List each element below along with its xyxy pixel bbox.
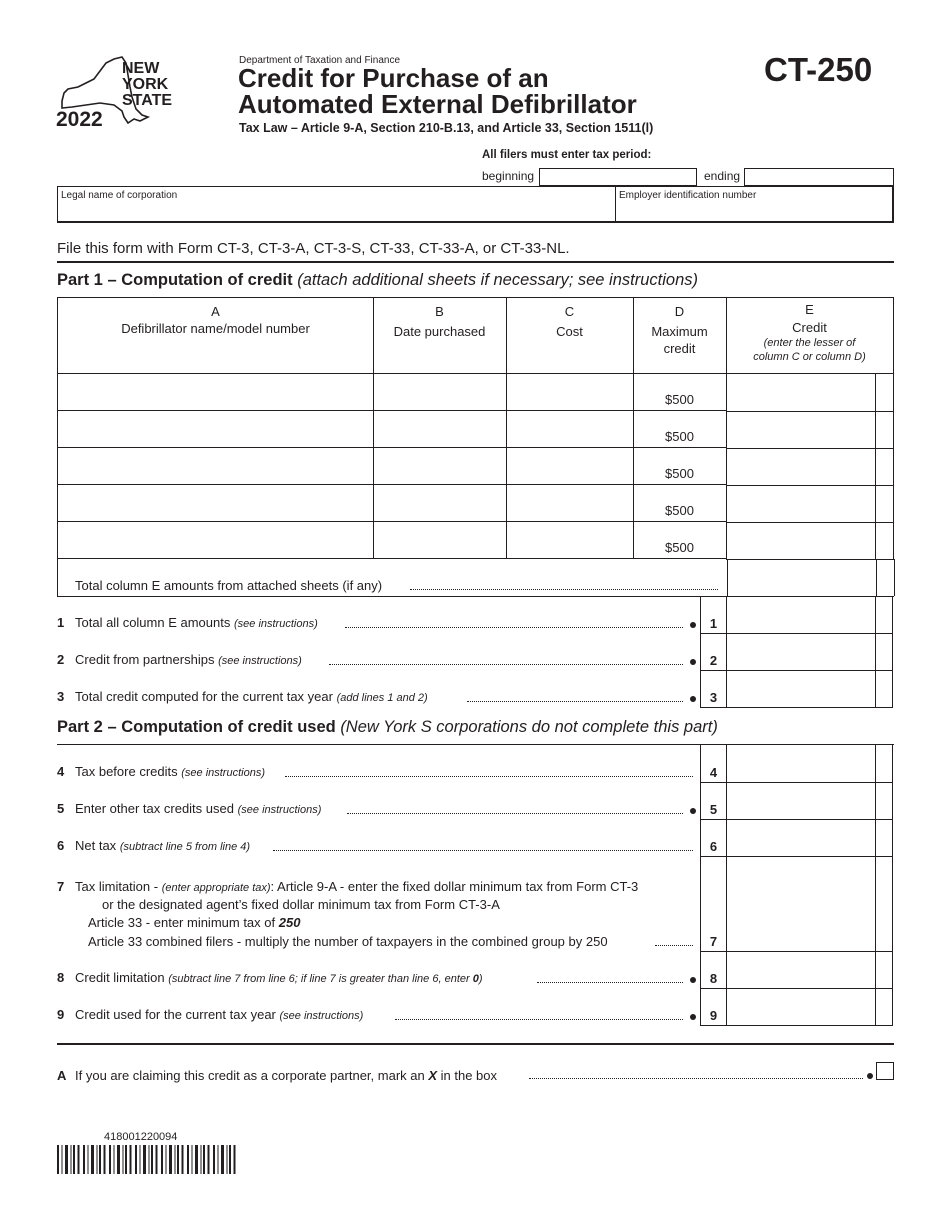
form-title-line1: Credit for Purchase of an [238, 63, 549, 93]
line-a-letter: A [57, 1068, 67, 1083]
line-1-leader [345, 627, 683, 628]
line-2-cents-input[interactable] [876, 634, 893, 671]
line-3-box-number: 3 [700, 671, 727, 708]
line-6-text: Net tax [75, 838, 117, 853]
column-header-b [373, 297, 507, 374]
barcode-bar [143, 1145, 146, 1174]
corporation-name-label: Legal name of corporation [61, 190, 178, 201]
line-7-text-d: Article 33 combined filers - multiply the number of taxpayers in the combined group by 250 [88, 934, 608, 949]
line-8-number: 8 [57, 970, 65, 985]
line-5-number: 5 [57, 801, 65, 816]
line-8-note [168, 973, 482, 985]
line-8-cents-input[interactable] [876, 952, 893, 989]
date-purchased-input[interactable] [373, 522, 507, 559]
maximum-credit-value: $500 [665, 429, 694, 444]
line-7-article-9a: : Article 9-A - enter the fixed dollar minimum tax from Form CT-3 [270, 879, 639, 894]
line-6-leader [273, 850, 693, 851]
credit-table [57, 297, 894, 597]
line-8-box-number: 8 [700, 952, 727, 989]
line-1-label [75, 615, 318, 630]
barcode-bar [161, 1145, 163, 1174]
line-2-box-number: 2 [700, 634, 727, 671]
line-a-text-pre: If you are claiming this credit as a corporate partner, mark an [75, 1068, 425, 1083]
maximum-credit-value: $500 [665, 466, 694, 481]
barcode-bar [114, 1145, 115, 1174]
line-3-cents-input[interactable] [876, 671, 893, 708]
column-c-label: Cost [556, 324, 583, 339]
barcode-bar [177, 1145, 179, 1174]
barcode-bar [169, 1145, 172, 1174]
barcode-bar [149, 1145, 150, 1174]
line-7-cents-input[interactable] [876, 857, 893, 952]
line-6-amount-input[interactable] [727, 820, 876, 857]
line-2-text: Credit from partnerships [75, 652, 215, 667]
barcode-bar [156, 1145, 158, 1174]
line-7-label: Tax limitation - [75, 879, 159, 894]
credit-input[interactable] [726, 411, 876, 449]
line-a-row [57, 1060, 897, 1084]
line-1-box-number: 1 [700, 597, 727, 634]
divider [57, 1043, 894, 1045]
line-4-leader [285, 776, 693, 777]
cost-input[interactable] [506, 411, 634, 448]
line-2-row [57, 634, 893, 671]
credit-input[interactable] [726, 448, 876, 486]
column-e-letter: E [805, 302, 814, 317]
credit-cents-input[interactable] [875, 411, 894, 449]
date-purchased-input[interactable] [373, 411, 507, 448]
logo-text-new: NEW [122, 60, 160, 77]
barcode-bar [151, 1145, 153, 1174]
barcode-bar [218, 1145, 219, 1174]
credit-cents-input[interactable] [875, 374, 894, 412]
maximum-credit-cell [633, 522, 727, 559]
column-b-letter: B [435, 304, 444, 319]
form-title-line2: Automated External Defibrillator [238, 89, 637, 119]
line-2-label [75, 652, 302, 667]
logo-text-york: YORK [122, 76, 169, 93]
part2-title: Part 2 – Computation of credit used [57, 718, 336, 736]
attached-sheets-cents[interactable] [876, 559, 895, 596]
line-a-label [75, 1068, 497, 1083]
divider [57, 261, 894, 263]
line-1-row [57, 597, 893, 634]
line-2-leader [329, 664, 683, 665]
credit-input[interactable] [726, 374, 876, 412]
barcode-bar [73, 1145, 75, 1174]
part1-title: Part 1 – Computation of credit [57, 271, 293, 289]
barcode-bar [83, 1145, 85, 1174]
line-3-bullet [690, 696, 696, 702]
barcode-bar [213, 1145, 215, 1174]
line-1-text: Total all column E amounts [75, 615, 231, 630]
barcode-bar [175, 1145, 176, 1174]
line-3-label [75, 689, 428, 704]
logo-text-state: STATE [122, 92, 173, 109]
line-7-text-b: or the designated agent’s fixed dollar minimum tax from Form CT-3-A [102, 897, 500, 912]
ein-field[interactable] [616, 187, 891, 221]
file-with-instructions: File this form with Form CT-3, CT-3-A, CT-3-S, CT-33, CT-33-A, or CT-33-NL. [57, 240, 570, 257]
line-5-bullet [690, 808, 696, 814]
line-7-text-a [75, 879, 638, 894]
barcode-bar [57, 1145, 59, 1174]
line-8-text: Credit limitation [75, 970, 165, 985]
column-header-c [506, 297, 634, 374]
barcode-bar [140, 1145, 141, 1174]
barcode-bar [166, 1145, 167, 1174]
barcode-bar [71, 1145, 72, 1174]
line-7-box-number: 7 [700, 857, 727, 952]
line-9-label [75, 1007, 363, 1022]
line-a-text-post: in the box [440, 1068, 498, 1083]
barcode-bar [203, 1145, 205, 1174]
attached-sheets-label: Total column E amounts from attached sheets (if any) [75, 578, 383, 593]
attached-sheets-leader [410, 589, 718, 590]
line-6-row [57, 820, 893, 857]
defibrillator-name-input[interactable] [57, 448, 374, 485]
barcode-bar [234, 1145, 236, 1174]
line-7-text-c [88, 915, 300, 930]
line-8-note-end: ) [478, 973, 483, 985]
line-5-label [75, 801, 321, 816]
part2-heading [57, 718, 718, 737]
column-c-letter: C [564, 304, 575, 319]
barcode-bar [125, 1145, 127, 1174]
cost-input[interactable] [506, 448, 634, 485]
beginning-date-input[interactable] [539, 168, 697, 186]
part1-heading [57, 271, 698, 290]
barcode-bar [91, 1145, 94, 1174]
ein-label: Employer identification number [619, 190, 757, 201]
line-5-amount-input[interactable] [727, 783, 876, 820]
line-8-row [57, 952, 893, 989]
corporation-name-field[interactable] [58, 187, 616, 221]
line-4-note: (see instructions) [181, 767, 265, 779]
line-1-cents-input[interactable] [876, 597, 893, 634]
line-3-leader [467, 701, 683, 702]
line-5-cents-input[interactable] [876, 783, 893, 820]
maximum-credit-cell [633, 448, 727, 485]
cost-input[interactable] [506, 485, 634, 522]
barcode-number: 418001220094 [104, 1131, 178, 1143]
line-2-bullet [690, 659, 696, 665]
line-7-min-tax: 250 [278, 915, 301, 930]
credit-cents-input[interactable] [875, 448, 894, 486]
taxpayer-info-box [57, 186, 894, 223]
line-7-leader [655, 945, 693, 946]
beginning-label: beginning [482, 169, 535, 183]
tax-law-reference: Tax Law – Article 9-A, Section 210-B.13, and Article 33, Section 1511(l) [239, 121, 654, 135]
part1-subtitle: (attach additional sheets if necessary; see instructions) [297, 271, 698, 289]
barcode-bar [208, 1145, 210, 1174]
barcode-bar [88, 1145, 89, 1174]
ending-label: ending [704, 169, 741, 183]
maximum-credit-cell [633, 411, 727, 448]
line-2-number: 2 [57, 652, 65, 667]
line-a-bullet [867, 1073, 873, 1079]
cost-input[interactable] [506, 374, 634, 411]
attached-sheets-row [57, 559, 894, 597]
column-a-label: Defibrillator name/model number [121, 321, 310, 336]
line-9-leader [395, 1019, 683, 1020]
line-5-leader [347, 813, 683, 814]
barcode-bar [117, 1145, 120, 1174]
line-1-bullet [690, 622, 696, 628]
barcode-bar [135, 1145, 137, 1174]
corporate-partner-checkbox[interactable] [876, 1062, 894, 1080]
line-3-row [57, 671, 893, 708]
barcode-bar [192, 1145, 193, 1174]
line-9-bullet [690, 1014, 696, 1020]
barcode-bar [65, 1145, 68, 1174]
column-d-label: Maximum credit [651, 324, 708, 356]
line-6-cents-input[interactable] [876, 820, 893, 857]
credit-cents-input[interactable] [875, 522, 894, 560]
credit-cents-input[interactable] [875, 485, 894, 523]
barcode-bar [182, 1145, 184, 1174]
line-1-number: 1 [57, 615, 65, 630]
column-e-label: Credit [792, 320, 827, 335]
cost-input[interactable] [506, 522, 634, 559]
date-purchased-input[interactable] [373, 374, 507, 411]
column-a-letter: A [211, 304, 220, 319]
line-4-box-number: 4 [700, 745, 727, 783]
barcode-bar [229, 1145, 231, 1174]
barcode-bar [97, 1145, 98, 1174]
defibrillator-name-input[interactable] [57, 485, 374, 522]
line-1-note: (see instructions) [233, 618, 318, 630]
tax-period-label: All filers must enter tax period: [482, 149, 652, 161]
barcode [57, 1145, 239, 1174]
form-number: CT-250 [764, 51, 873, 88]
line-9-cents-input[interactable] [876, 989, 893, 1026]
line-a-leader [529, 1078, 863, 1079]
ending-date-input[interactable] [744, 168, 894, 186]
line-8-bullet [690, 977, 696, 983]
barcode-bar [201, 1145, 202, 1174]
column-b-label: Date purchased [393, 324, 486, 339]
form-year: 2022 [56, 108, 103, 131]
column-d-letter: D [674, 304, 685, 319]
defibrillator-name-input[interactable] [57, 411, 374, 448]
line-4-cents-input[interactable] [876, 745, 893, 783]
line-4-amount-input[interactable] [727, 745, 876, 783]
line-7-note: (enter appropriate tax) [161, 882, 271, 894]
column-e-note: (enter the lesser of column C or column D) [753, 337, 866, 363]
defibrillator-name-input[interactable] [57, 522, 374, 559]
line-7-number: 7 [57, 879, 65, 894]
line-7-row [57, 857, 893, 952]
line-7-article-33: Article 33 - enter minimum tax of [88, 915, 276, 930]
credit-input[interactable] [726, 485, 876, 523]
line-8-label [75, 970, 483, 985]
attached-sheets-amount-input[interactable] [727, 559, 877, 596]
line-9-box-number: 9 [700, 989, 727, 1026]
maximum-credit-cell [633, 485, 727, 522]
line-9-amount-input[interactable] [727, 989, 876, 1026]
barcode-bar [195, 1145, 198, 1174]
barcode-bar [123, 1145, 124, 1174]
line-3-amount-input[interactable] [727, 671, 876, 708]
column-header-e [726, 297, 894, 374]
maximum-credit-value: $500 [665, 503, 694, 518]
line-6-box-number: 6 [700, 820, 727, 857]
line-4-number: 4 [57, 764, 65, 779]
column-header-a [57, 297, 374, 374]
barcode-bar [221, 1145, 224, 1174]
barcode-bar [78, 1145, 80, 1174]
line-5-row [57, 783, 893, 820]
barcode-bar [62, 1145, 63, 1174]
line-3-note: (add lines 1 and 2) [336, 692, 428, 704]
line-6-note: (subtract line 5 from line 4) [119, 841, 251, 853]
line-8-amount-input[interactable] [727, 952, 876, 989]
line-6-label [75, 838, 250, 853]
column-header-d [633, 297, 727, 374]
barcode-bar [187, 1145, 189, 1174]
line-5-note: (see instructions) [237, 804, 322, 816]
defibrillator-name-input[interactable] [57, 374, 374, 411]
line-9-text: Credit used for the current tax year [75, 1007, 276, 1022]
date-purchased-input[interactable] [373, 485, 507, 522]
line-2-amount-input[interactable] [727, 634, 876, 671]
nys-logo [56, 53, 181, 133]
line-5-box-number: 5 [700, 783, 727, 820]
maximum-credit-value: $500 [665, 392, 694, 407]
part2-subtitle: (New York S corporations do not complete this part) [340, 718, 718, 736]
line-8-leader [537, 982, 683, 983]
barcode-bar [99, 1145, 101, 1174]
line-1-amount-input[interactable] [727, 597, 876, 634]
line-2-note: (see instructions) [218, 655, 302, 667]
line-3-text: Total credit computed for the current tax year [75, 689, 333, 704]
line-a-x: X [428, 1068, 438, 1083]
line-4-row [57, 745, 893, 783]
maximum-credit-value: $500 [665, 540, 694, 555]
barcode-bar [227, 1145, 228, 1174]
line-6-number: 6 [57, 838, 65, 853]
department-name: Department of Taxation and Finance [239, 55, 401, 66]
line-3-number: 3 [57, 689, 65, 704]
line-4-label [75, 764, 265, 779]
barcode-bar [104, 1145, 106, 1174]
date-purchased-input[interactable] [373, 448, 507, 485]
maximum-credit-cell [633, 374, 727, 411]
line-5-text: Enter other tax credits used [75, 801, 234, 816]
line-9-note: (see instructions) [279, 1010, 364, 1022]
credit-input[interactable] [726, 522, 876, 560]
line-9-number: 9 [57, 1007, 65, 1022]
barcode-bar [109, 1145, 111, 1174]
barcode-bar [130, 1145, 132, 1174]
line-9-row [57, 989, 893, 1026]
line-4-text: Tax before credits [75, 764, 178, 779]
line-7-amount-input[interactable] [727, 857, 876, 952]
line-8-note-zero: 0 [472, 973, 479, 985]
line-8-note-text: (subtract line 7 from line 6; if line 7 is greater than line 6, enter [168, 973, 470, 985]
